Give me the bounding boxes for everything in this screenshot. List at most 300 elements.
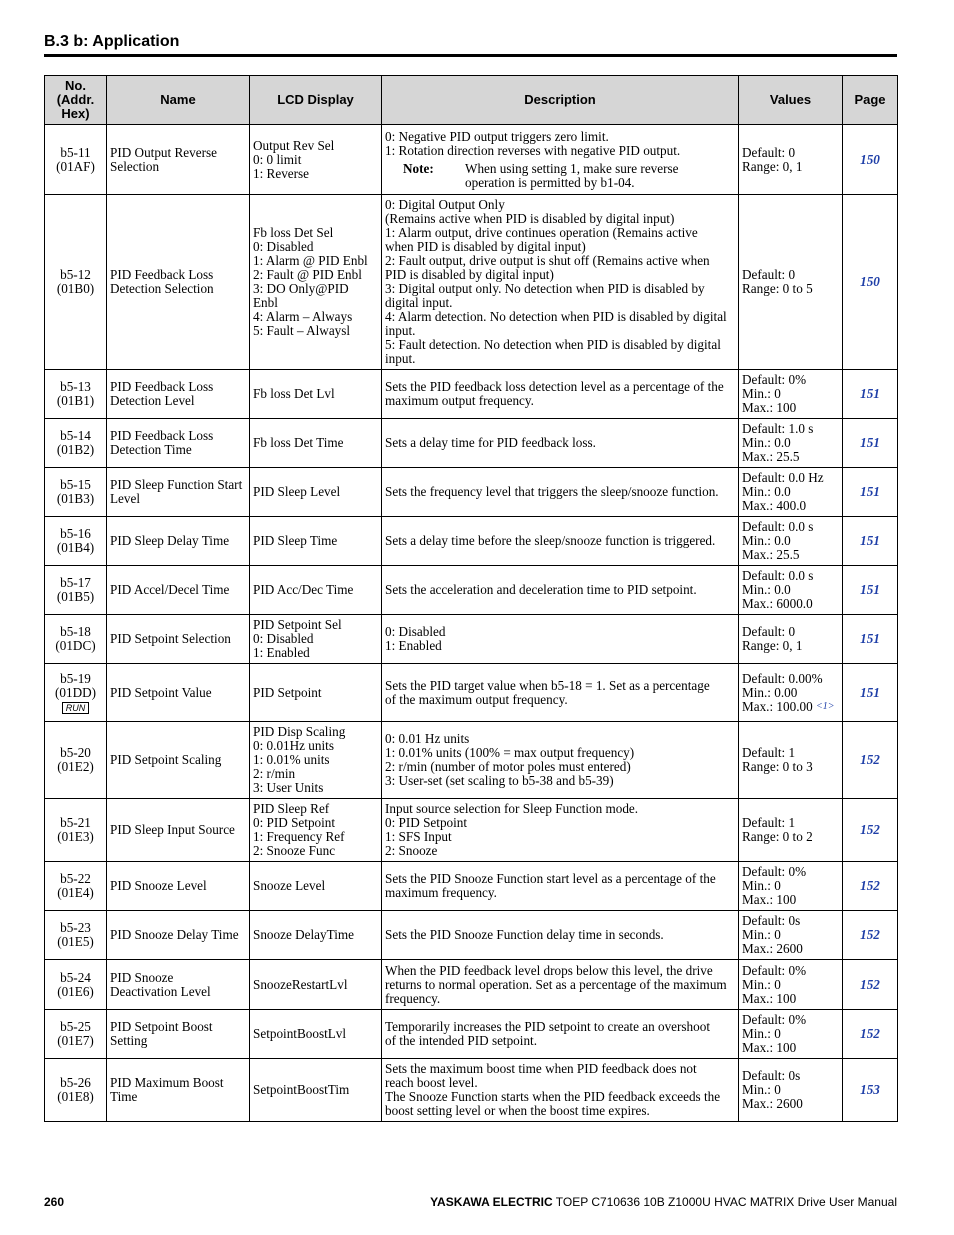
- value-line: Min.: 0.0: [742, 533, 791, 548]
- parameter-number-cell: [45, 195, 107, 370]
- value-line: Max.: 2600: [742, 941, 803, 956]
- lcd-display-cell: [250, 722, 382, 799]
- parameter-number-cell: [45, 911, 107, 960]
- parameter-address: (01B2): [56, 442, 95, 457]
- parameter-number: b5-19: [60, 670, 91, 686]
- parameter-name-line: PID Accel/Decel Time: [110, 582, 230, 597]
- parameter-name-cell: [107, 468, 250, 517]
- parameter-address: (01E2): [57, 759, 94, 774]
- note-block: [403, 162, 735, 190]
- lcd-display-cell: [250, 195, 382, 370]
- lcd-display-cell: [250, 799, 382, 862]
- description-line: reach boost level.: [385, 1075, 478, 1090]
- header-values: Values: [739, 76, 843, 125]
- note-text: [465, 162, 679, 190]
- description-line: Sets the PID Snooze Function start level as a percentage of the: [385, 871, 716, 886]
- parameter-address: (01E7): [57, 1033, 94, 1048]
- parameter-name-cell: [107, 862, 250, 911]
- description-line: 1: Alarm output, drive continues operation (Remains active: [385, 225, 698, 240]
- description-line: Temporarily increases the PID setpoint to create an overshoot: [385, 1019, 710, 1034]
- parameter-name-cell: [107, 1059, 250, 1122]
- parameter-name-line: PID Snooze: [110, 969, 174, 985]
- parameter-number: b5-13: [60, 379, 91, 394]
- description-line: 1: 0.01% units (100% = max output frequency): [385, 745, 635, 760]
- value-line: Default: 0%: [742, 864, 807, 879]
- description-line: frequency.: [385, 990, 441, 1006]
- page-reference: 152: [843, 911, 898, 960]
- lcd-display-line: 2: Fault @ PID Enbl: [253, 267, 362, 282]
- lcd-display-cell: [250, 1010, 382, 1059]
- value-line: Min.: 0.0: [742, 435, 791, 450]
- parameter-name-cell: [107, 370, 250, 419]
- parameter-number-cell: [45, 1010, 107, 1059]
- parameter-name-line: PID Sleep Delay Time: [110, 533, 230, 548]
- parameter-name-line: PID Setpoint Scaling: [110, 752, 222, 767]
- description-cell: [382, 911, 739, 960]
- table-row: [45, 419, 898, 468]
- description-line: Sets the maximum boost time when PID feedback does not: [385, 1061, 697, 1076]
- footer-brand: YASKAWA ELECTRIC: [430, 1195, 553, 1209]
- lcd-display-line: SetpointBoostTim: [253, 1082, 350, 1097]
- description-line: Sets the PID Snooze Function delay time in seconds.: [385, 927, 664, 942]
- parameter-name-line: Detection Selection: [110, 281, 214, 296]
- lcd-display-line: 1: Enabled: [253, 645, 310, 660]
- description-cell: [382, 566, 739, 615]
- values-cell: [739, 862, 843, 911]
- lcd-display-line: SnoozeRestartLvl: [253, 976, 348, 992]
- parameter-number: b5-12: [60, 267, 91, 282]
- parameter-name-cell: [107, 960, 250, 1010]
- parameter-name-cell: [107, 1010, 250, 1059]
- value-line: Max.: 25.5: [742, 547, 800, 562]
- description-line: Sets the acceleration and deceleration time to PID setpoint.: [385, 582, 697, 597]
- page-reference: 151: [843, 468, 898, 517]
- lcd-display-line: SetpointBoostLvl: [253, 1026, 347, 1041]
- parameter-number: b5-18: [60, 624, 91, 639]
- parameter-address: (01B0): [56, 281, 95, 296]
- lcd-display-line: 2: r/min: [253, 766, 296, 781]
- description-cell: [382, 195, 739, 370]
- header-name: Name: [107, 76, 250, 125]
- lcd-display-line: Fb loss Det Time: [253, 435, 344, 450]
- parameter-number-cell: [45, 125, 107, 195]
- table-row: [45, 468, 898, 517]
- parameter-address: (01E6): [57, 983, 94, 999]
- lcd-display-line: Fb loss Det Sel: [253, 225, 334, 240]
- description-line: 2: Fault output, drive output is shut off (Remains active when: [385, 253, 710, 268]
- values-cell: [739, 1010, 843, 1059]
- value-line: Max.: 100: [742, 892, 797, 907]
- value-line: Range: 0, 1: [742, 158, 803, 174]
- parameter-number: b5-22: [60, 871, 91, 886]
- value-line: Default: 0.0 s: [742, 568, 814, 583]
- description-line: boost setting level or when the boost time expires.: [385, 1103, 650, 1118]
- parameter-address: (01B3): [56, 491, 95, 506]
- parameter-name-line: PID Feedback Loss: [110, 267, 214, 282]
- lcd-display-line: 1: Reverse: [253, 165, 310, 181]
- value-line: Min.: 0: [742, 386, 781, 401]
- table-row: [45, 125, 898, 195]
- value-line: Min.: 0: [742, 878, 781, 893]
- value-line: Default: 0%: [742, 962, 807, 978]
- page-reference: 151: [843, 615, 898, 664]
- note-line: operation is permitted by b1-04.: [465, 174, 635, 190]
- value-line: Range: 0 to 2: [742, 829, 813, 844]
- lcd-display-line: PID Setpoint Sel: [253, 617, 342, 632]
- table-row: [45, 566, 898, 615]
- page-reference: 151: [843, 664, 898, 722]
- parameter-number-cell: [45, 722, 107, 799]
- section-divider: [44, 54, 897, 57]
- parameter-number: b5-26: [60, 1075, 91, 1090]
- parameter-address: (01E3): [57, 829, 94, 844]
- parameter-address: (01B1): [56, 393, 95, 408]
- parameter-name-line: PID Snooze Delay Time: [110, 927, 239, 942]
- lcd-display-cell: [250, 1059, 382, 1122]
- value-line: Max.: 2600: [742, 1096, 803, 1111]
- parameter-name-cell: [107, 517, 250, 566]
- lcd-display-line: 0: Disabled: [253, 631, 314, 646]
- note-label: Note:: [403, 160, 434, 176]
- value-line: Default: 0: [742, 144, 796, 160]
- values-cell: [739, 799, 843, 862]
- table-row: [45, 370, 898, 419]
- parameter-name-cell: [107, 911, 250, 960]
- parameter-name-line: Time: [110, 1089, 138, 1104]
- parameter-name-line: PID Output Reverse: [110, 144, 217, 160]
- parameter-name-cell: [107, 419, 250, 468]
- value-line: Default: 0s: [742, 1068, 801, 1083]
- description-line: digital input.: [385, 295, 453, 310]
- page-reference: 152: [843, 862, 898, 911]
- description-cell: [382, 468, 739, 517]
- description-line: maximum frequency.: [385, 885, 497, 900]
- description-line: 1: Rotation direction reverses with negative PID output.: [385, 142, 681, 158]
- value-line: Max.: 100: [742, 990, 797, 1006]
- description-line: 2: Snooze: [385, 843, 438, 858]
- description-line: Sets the PID target value when b5-18 = 1. Set as a percentage: [385, 677, 710, 693]
- description-line: 0: PID Setpoint: [385, 815, 468, 830]
- parameter-name-line: PID Feedback Loss: [110, 428, 214, 443]
- description-line: when PID is disabled by digital input): [385, 239, 586, 254]
- parameter-number-cell: [45, 664, 107, 722]
- page-reference: 150: [843, 195, 898, 370]
- values-cell: [739, 664, 843, 722]
- lcd-display-line: PID Sleep Level: [253, 484, 341, 499]
- value-line: Default: 0%: [742, 372, 807, 387]
- value-line: Range: 0 to 5: [742, 281, 813, 296]
- footnote-ref: <1>: [816, 700, 835, 712]
- table-row: [45, 195, 898, 370]
- page-reference: 151: [843, 370, 898, 419]
- description-line: PID is disabled by digital input): [385, 267, 554, 282]
- lcd-display-cell: [250, 664, 382, 722]
- parameter-name-line: Detection Level: [110, 393, 195, 408]
- parameter-number: b5-21: [60, 815, 91, 830]
- parameter-number-cell: [45, 370, 107, 419]
- table-row: [45, 960, 898, 1010]
- lcd-display-line: 0: 0 limit: [253, 151, 302, 167]
- lcd-display-cell: [250, 615, 382, 664]
- parameter-number-cell: [45, 419, 107, 468]
- description-line: input.: [385, 351, 416, 366]
- description-line: Sets the frequency level that triggers the sleep/snooze function.: [385, 484, 719, 499]
- lcd-display-cell: [250, 911, 382, 960]
- description-line: When the PID feedback level drops below this level, the drive: [385, 962, 713, 978]
- description-cell: [382, 125, 739, 195]
- value-line: Min.: 0.0: [742, 582, 791, 597]
- lcd-display-line: 0: Disabled: [253, 239, 314, 254]
- parameter-name-line: Setting: [110, 1033, 148, 1048]
- values-cell: [739, 615, 843, 664]
- parameter-address: (01E5): [57, 934, 94, 949]
- parameter-number: b5-24: [60, 969, 91, 985]
- parameter-address: (01B5): [56, 589, 95, 604]
- parameter-address: (01DD): [54, 684, 97, 700]
- description-line: (Remains active when PID is disabled by digital input): [385, 211, 675, 226]
- page-reference: 151: [843, 566, 898, 615]
- description-line: of the intended PID setpoint.: [385, 1033, 537, 1048]
- value-line: Default: 0.0 s: [742, 519, 814, 534]
- values-cell: [739, 1059, 843, 1122]
- parameter-table: [44, 75, 898, 1122]
- value-line: Default: 0.00%: [742, 670, 823, 686]
- lcd-display-line: 1: Frequency Ref: [253, 829, 345, 844]
- description-line: 0: Disabled: [385, 624, 446, 639]
- value-line: Min.: 0: [742, 1026, 781, 1041]
- description-line: of the maximum output frequency.: [385, 691, 568, 707]
- description-line: returns to normal operation. Set as a percentage of the maximum: [385, 976, 727, 992]
- value-line: Max.: 6000.0: [742, 596, 813, 611]
- lcd-display-cell: [250, 468, 382, 517]
- description-line: maximum output frequency.: [385, 393, 534, 408]
- value-line: Range: 0, 1: [742, 638, 803, 653]
- lcd-display-cell: [250, 517, 382, 566]
- values-cell: [739, 468, 843, 517]
- description-line: 5: Fault detection. No detection when PID is disabled by digital: [385, 337, 721, 352]
- value-line: Min.: 0.0: [742, 484, 791, 499]
- description-line: 4: Alarm detection. No detection when PID is disabled by digital: [385, 309, 727, 324]
- parameter-number-cell: [45, 468, 107, 517]
- description-cell: [382, 664, 739, 722]
- value-line: Min.: 0.00: [742, 684, 798, 700]
- parameter-number: b5-23: [60, 920, 91, 935]
- lcd-display-line: PID Setpoint: [253, 684, 322, 700]
- page-reference: 152: [843, 799, 898, 862]
- parameter-address: (01AF): [56, 158, 95, 174]
- lcd-display-line: PID Acc/Dec Time: [253, 582, 354, 597]
- table-body: [45, 125, 898, 1122]
- lcd-display-cell: [250, 862, 382, 911]
- values-cell: [739, 911, 843, 960]
- lcd-display-line: 3: DO Only@PID: [253, 281, 349, 296]
- parameter-address: (01DC): [55, 638, 96, 653]
- lcd-display-cell: [250, 125, 382, 195]
- value-line: Min.: 0: [742, 1082, 781, 1097]
- values-cell: [739, 722, 843, 799]
- parameter-name-line: PID Feedback Loss: [110, 379, 214, 394]
- table-row: [45, 517, 898, 566]
- lcd-display-line: 2: Snooze Func: [253, 843, 336, 858]
- lcd-display-line: PID Sleep Time: [253, 533, 338, 548]
- value-line: Default: 0s: [742, 913, 801, 928]
- value-line: Default: 1.0 s: [742, 421, 814, 436]
- value-line: Range: 0 to 3: [742, 759, 813, 774]
- table-row: [45, 1059, 898, 1122]
- parameter-number: b5-11: [60, 144, 91, 160]
- value-line: Min.: 0: [742, 976, 781, 992]
- parameter-name-line: PID Setpoint Value: [110, 684, 212, 700]
- parameter-address: (01E8): [57, 1089, 94, 1104]
- value-line: Max.: 100: [742, 1040, 797, 1055]
- value-line: Min.: 0: [742, 927, 781, 942]
- note-line: When using setting 1, make sure reverse: [465, 160, 679, 176]
- description-line: 1: Enabled: [385, 638, 442, 653]
- parameter-number: b5-16: [60, 526, 91, 541]
- lcd-display-cell: [250, 960, 382, 1010]
- parameter-number-cell: [45, 1059, 107, 1122]
- page-reference: 152: [843, 1010, 898, 1059]
- value-line: Default: 0.0 Hz: [742, 470, 824, 485]
- description-line: 0: Digital Output Only: [385, 197, 505, 212]
- values-cell: [739, 195, 843, 370]
- parameter-address: (01B4): [56, 540, 95, 555]
- value-line: Default: 1: [742, 745, 796, 760]
- parameter-number-cell: [45, 862, 107, 911]
- description-line: 0: Negative PID output triggers zero limit.: [385, 128, 609, 144]
- lcd-display-line: 1: 0.01% units: [253, 752, 330, 767]
- parameter-name-line: PID Maximum Boost: [110, 1075, 224, 1090]
- value-line: Max.: 100: [742, 400, 797, 415]
- description-cell: [382, 960, 739, 1010]
- description-line: 1: SFS Input: [385, 829, 452, 844]
- description-cell: [382, 1010, 739, 1059]
- parameter-name-cell: [107, 566, 250, 615]
- description-cell: [382, 370, 739, 419]
- parameter-address: (01E4): [57, 885, 94, 900]
- parameter-name-line: PID Sleep Function Start: [110, 477, 243, 492]
- parameter-name-cell: [107, 615, 250, 664]
- value-line: Default: 0%: [742, 1012, 807, 1027]
- page-reference: 152: [843, 722, 898, 799]
- lcd-display-line: PID Disp Scaling: [253, 724, 346, 739]
- table-row: [45, 862, 898, 911]
- parameter-name-line: Selection: [110, 158, 160, 174]
- parameter-name-line: Level: [110, 491, 141, 506]
- lcd-display-line: 4: Alarm – Always: [253, 309, 353, 324]
- description-line: input.: [385, 323, 416, 338]
- value-line: Max.: 100.00: [742, 698, 813, 714]
- parameter-name-line: PID Sleep Input Source: [110, 822, 235, 837]
- lcd-display-line: Output Rev Sel: [253, 137, 335, 153]
- parameter-name-cell: [107, 195, 250, 370]
- footer-manual-title: [430, 1195, 897, 1209]
- parameter-number-cell: [45, 615, 107, 664]
- lcd-display-line: Snooze DelayTime: [253, 927, 354, 942]
- table-header-row: [45, 76, 898, 125]
- header-no: No. (Addr. Hex): [45, 76, 107, 125]
- value-line: Default: 0: [742, 624, 796, 639]
- parameter-name-line: PID Snooze Level: [110, 878, 207, 893]
- page-number: 260: [44, 1195, 65, 1209]
- parameter-name-line: Detection Time: [110, 442, 192, 457]
- page-reference: 153: [843, 1059, 898, 1122]
- table-row: [45, 722, 898, 799]
- lcd-display-line: 5: Fault – Alwaysl: [253, 323, 351, 338]
- parameter-name-cell: [107, 722, 250, 799]
- parameter-name-cell: [107, 125, 250, 195]
- parameter-name-cell: [107, 664, 250, 722]
- description-line: 0: 0.01 Hz units: [385, 731, 470, 746]
- table-row: [45, 1010, 898, 1059]
- description-line: Sets a delay time before the sleep/snooze function is triggered.: [385, 533, 716, 548]
- table-row: [45, 615, 898, 664]
- lcd-display-cell: [250, 370, 382, 419]
- header-description: Description: [382, 76, 739, 125]
- description-cell: [382, 1059, 739, 1122]
- lcd-display-line: PID Sleep Ref: [253, 801, 330, 816]
- values-cell: [739, 125, 843, 195]
- description-line: 2: r/min (number of motor poles must entered): [385, 759, 631, 774]
- value-line: Max.: 400.0: [742, 498, 807, 513]
- lcd-display-line: 0: PID Setpoint: [253, 815, 336, 830]
- parameter-number-cell: [45, 566, 107, 615]
- description-line: 3: Digital output only. No detection when PID is disabled by: [385, 281, 705, 296]
- lcd-display-cell: [250, 566, 382, 615]
- description-cell: [382, 517, 739, 566]
- description-cell: [382, 419, 739, 468]
- parameter-number-cell: [45, 960, 107, 1010]
- value-line: Default: 1: [742, 815, 796, 830]
- values-cell: [739, 960, 843, 1010]
- footer-manual-name: TOEP C710636 10B Z1000U HVAC MATRIX Drive User Manual: [552, 1195, 897, 1209]
- parameter-number: b5-17: [60, 575, 91, 590]
- parameter-name-cell: [107, 799, 250, 862]
- page-reference: 152: [843, 960, 898, 1010]
- parameter-number: b5-20: [60, 745, 91, 760]
- value-line-with-ref: [742, 700, 839, 714]
- parameter-number: b5-25: [60, 1019, 91, 1034]
- description-cell: [382, 799, 739, 862]
- description-cell: [382, 615, 739, 664]
- description-line: The Snooze Function starts when the PID feedback exceeds the: [385, 1089, 721, 1104]
- lcd-display-line: 1: Alarm @ PID Enbl: [253, 253, 368, 268]
- description-line: Sets a delay time for PID feedback loss.: [385, 435, 596, 450]
- parameter-name-line: PID Setpoint Selection: [110, 631, 231, 646]
- table-row: [45, 799, 898, 862]
- description-line: Input source selection for Sleep Function mode.: [385, 801, 639, 816]
- values-cell: [739, 419, 843, 468]
- table-row: [45, 911, 898, 960]
- table-row: [45, 664, 898, 722]
- values-cell: [739, 566, 843, 615]
- parameter-number-cell: [45, 799, 107, 862]
- value-line: Max.: 25.5: [742, 449, 800, 464]
- lcd-display-cell: [250, 419, 382, 468]
- lcd-display-line: 0: 0.01Hz units: [253, 738, 334, 753]
- description-cell: [382, 862, 739, 911]
- lcd-display-line: Enbl: [253, 295, 278, 310]
- run-badge: RUN: [62, 702, 90, 714]
- page-reference: 151: [843, 419, 898, 468]
- lcd-display-line: 3: User Units: [253, 780, 324, 795]
- parameter-number: b5-15: [60, 477, 91, 492]
- lcd-display-line: Snooze Level: [253, 878, 326, 893]
- values-cell: [739, 370, 843, 419]
- values-cell: [739, 517, 843, 566]
- parameter-number: b5-14: [60, 428, 91, 443]
- description-line: 3: User-set (set scaling to b5-38 and b5-39): [385, 773, 614, 788]
